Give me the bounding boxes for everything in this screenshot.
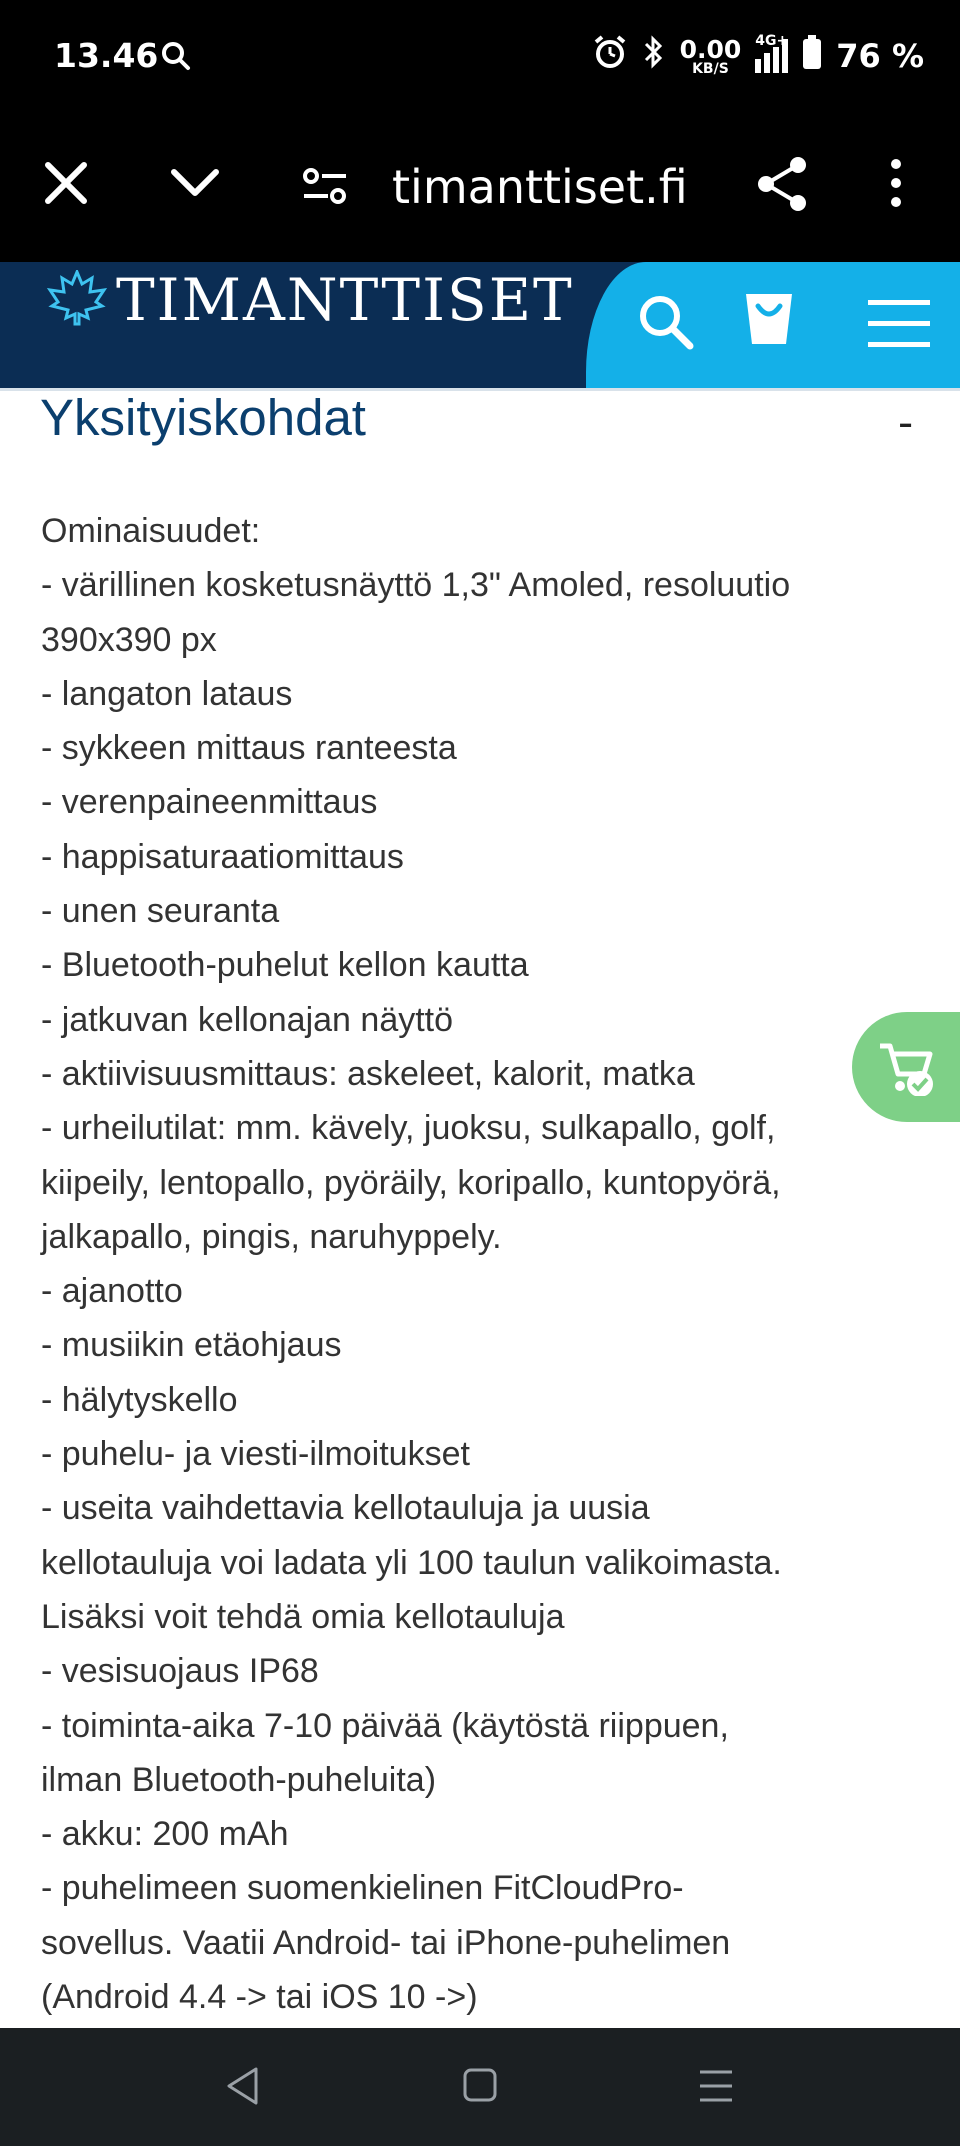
collapse-toggle[interactable]: - <box>898 398 914 447</box>
maple-leaf-icon <box>46 270 108 330</box>
description-line: - useita vaihdettavia kellotauluja ja uusia <box>41 1489 650 1528</box>
description-line: ilman Bluetooth-puheluita) <box>41 1760 437 1799</box>
description-line: jalkapallo, pingis, naruhyppely. <box>41 1217 502 1256</box>
description-line: - Bluetooth-puhelut kellon kautta <box>41 946 529 985</box>
net-speed-value: 0.00 <box>679 34 742 64</box>
signal-icon <box>755 33 789 73</box>
more-icon[interactable] <box>890 158 902 212</box>
floating-cart-button[interactable] <box>852 1012 960 1122</box>
system-navigation-bar <box>0 2028 960 2146</box>
site-logo[interactable] <box>46 262 574 338</box>
home-icon[interactable] <box>462 2066 498 2108</box>
net-speed <box>679 34 742 77</box>
cart-check-icon <box>878 1040 940 1100</box>
browser-toolbar <box>0 116 960 262</box>
logo-text: TIMANTTISET <box>116 266 574 334</box>
recents-icon[interactable] <box>698 2066 734 2110</box>
bluetooth-icon <box>642 34 666 78</box>
description-line: sovellus. Vaatii Android- tai iPhone-puhelimen <box>41 1923 731 1962</box>
description-line: kiipeily, lentopallo, pyöräily, koripallo, kuntopyörä, <box>41 1163 781 1202</box>
description-line: 390x390 px <box>41 620 217 659</box>
description-line: - unen seuranta <box>41 892 280 931</box>
description-line: - jatkuvan kellonajan näyttö <box>41 1000 454 1039</box>
description-line: - sykkeen mittaus ranteesta <box>41 729 457 768</box>
alarm-icon <box>592 34 628 78</box>
chevron-down-icon[interactable] <box>170 168 220 202</box>
description-line: - toiminta-aika 7-10 päivää (käytöstä riippuen, <box>41 1706 729 1745</box>
header-actions <box>586 262 960 388</box>
network-type: 4G+ <box>755 33 789 49</box>
description-line: - akku: 200 mAh <box>41 1815 289 1854</box>
status-bar <box>0 0 960 116</box>
description-line: - verenpaineenmittaus <box>41 783 378 822</box>
description-line: - langaton lataus <box>41 674 293 713</box>
description-line: - vesisuojaus IP68 <box>41 1652 319 1691</box>
url-field[interactable]: timanttiset.fi <box>392 160 688 214</box>
description-line: - musiikin etäohjaus <box>41 1326 342 1365</box>
description-line: Ominaisuudet: <box>41 512 261 550</box>
battery-icon <box>802 34 822 78</box>
section-title[interactable]: Yksityiskohdat <box>40 389 366 446</box>
site-header <box>0 262 960 388</box>
product-description <box>41 504 931 2024</box>
description-line: (Android 4.4 -> tai iOS 10 ->) <box>41 1978 478 2017</box>
description-line: - ajanotto <box>41 1272 183 1311</box>
menu-icon[interactable] <box>868 300 930 352</box>
share-icon[interactable] <box>756 156 808 216</box>
cart-bag-icon[interactable] <box>742 290 796 352</box>
status-time: 13.46 <box>54 36 159 75</box>
description-line: - värillinen kosketusnäyttö 1,3" Amoled, resoluutio <box>41 566 791 605</box>
status-indicators <box>592 34 924 78</box>
description-line: - urheilutilat: mm. kävely, juoksu, sulkapallo, golf, <box>41 1109 776 1148</box>
search-icon <box>160 40 192 76</box>
description-line: - puhelimeen suomenkielinen FitCloudPro- <box>41 1869 684 1908</box>
close-icon[interactable] <box>44 161 88 209</box>
search-icon[interactable] <box>636 292 696 356</box>
description-line: - aktiivisuusmittaus: askeleet, kalorit, matka <box>41 1054 695 1093</box>
description-line: kellotauluja voi ladata yli 100 taulun valikoimasta. <box>41 1543 782 1582</box>
battery-level: 76 % <box>836 37 924 75</box>
back-icon[interactable] <box>224 2066 262 2110</box>
description-line: - happisaturaatiomittaus <box>41 837 404 876</box>
description-line: Lisäksi voit tehdä omia kellotauluja <box>41 1597 565 1636</box>
description-line: - hälytyskello <box>41 1380 238 1419</box>
description-line: - puhelu- ja viesti-ilmoitukset <box>41 1435 470 1474</box>
net-speed-unit: KB/S <box>692 60 729 77</box>
site-settings-icon[interactable] <box>302 166 348 210</box>
